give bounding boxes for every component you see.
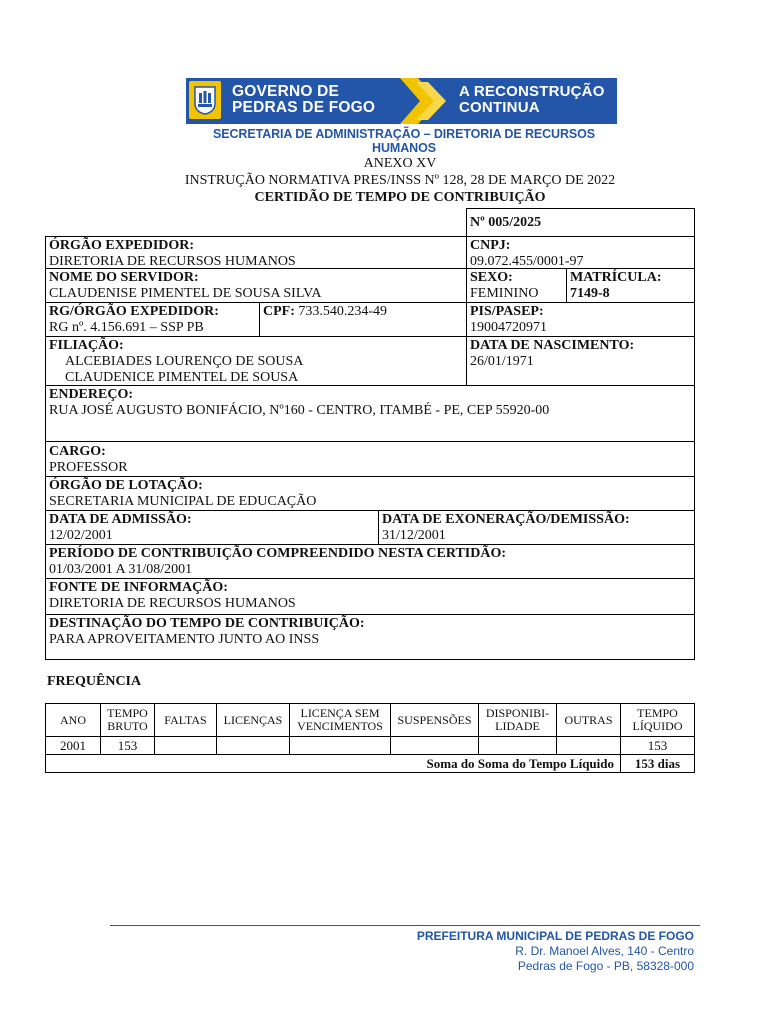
pis-value: 19004720971 [470,320,547,335]
cpf-cell [259,302,467,337]
endereco-cell [45,385,695,442]
pis-cell [466,302,695,337]
admissao-label: DATA DE ADMISSÃO: [49,512,192,527]
row-ano: 2001 [45,736,101,755]
header-faltas: FALTAS [154,703,217,737]
row-disponibilidade [478,736,557,755]
cnpj-label: CNPJ: [470,238,511,253]
cnpj-cell [466,236,695,269]
nascimento-value: 26/01/1971 [470,354,534,369]
destinacao-value: PARA APROVEITAMENTO JUNTO AO INSS [49,632,320,647]
exoneracao-cell [378,510,695,545]
endereco-label: ENDEREÇO: [49,387,134,402]
rg-label: RG/ÓRGÃO EXPEDIDOR: [49,304,219,319]
header-suspensoes: SUSPENSÕES [390,703,479,737]
numero-cell [466,208,695,237]
row-outras [556,736,621,755]
admissao-value: 12/02/2001 [49,528,113,543]
slogan-line1: A RECONSTRUÇÃO [459,83,605,100]
cargo-value: PROFESSOR [49,460,128,475]
lotacao-value: SECRETARIA MUNICIPAL DE EDUCAÇÃO [49,494,317,509]
sexo-cell [466,268,567,303]
header-licenca-sem-vencimentos: LICENÇA SEM VENCIMENTOS [289,703,391,737]
lotacao-label: ÓRGÃO DE LOTAÇÃO: [49,478,203,493]
document-title: CERTIDÃO DE TEMPO DE CONTRIBUIÇÃO [254,190,546,205]
header-tempo-liquido: TEMPO LÍQUIDO [620,703,695,737]
nome-label: NOME DO SERVIDOR: [49,270,199,285]
row-suspensoes [390,736,479,755]
header-outras: OUTRAS [556,703,621,737]
chevron-arrows-icon [394,78,454,124]
anexo-heading: ANEXO XV [363,156,437,171]
matricula-value: 7149-8 [570,286,610,301]
fonte-value: DIRETORIA DE RECURSOS HUMANOS [49,596,296,611]
pai-value: ALCEBIADES LOURENÇO DE SOUSA [65,354,304,369]
pis-label: PIS/PASEP: [470,304,544,319]
row-tempo-bruto: 153 [100,736,155,755]
secretaria-title: SECRETARIA DE ADMINISTRAÇÃO – DIRETORIA DE RECURSOS HUMANOS [213,127,595,155]
destinacao-label: DESTINAÇÃO DO TEMPO DE CONTRIBUIÇÃO: [49,616,365,631]
footer-city: Pedras de Fogo - PB, 58328-000 [517,959,694,973]
nome-cell [45,268,467,303]
slogan-line2: CONTINUA [459,99,540,116]
government-name [232,84,382,116]
header-disponibilidade: DISPONIBI-LIDADE [478,703,557,737]
cnpj-value: 09.072.455/0001-97 [470,254,584,269]
exoneracao-label: DATA DE EXONERAÇÃO/DEMISSÃO: [382,512,630,527]
coat-of-arms-icon [189,81,221,119]
slogan [459,84,617,116]
periodo-label: PERÍODO DE CONTRIBUIÇÃO COMPREENDIDO NESTA CERTIDÃO: [49,546,507,561]
footer-address: R. Dr. Manoel Alves, 140 - Centro [515,944,694,958]
periodo-value: 01/03/2001 A 31/08/2001 [49,562,193,577]
row-licenca-sem-vencimentos [289,736,391,755]
header-licencas: LICENÇAS [216,703,290,737]
cpf-label: CPF: [263,304,295,319]
gov-line2: PEDRAS DE FOGO [232,99,376,116]
admissao-cell [45,510,379,545]
gov-line1: GOVERNO DE [232,83,340,100]
periodo-cell [45,544,695,579]
row-licencas [216,736,290,755]
header-ano: ANO [45,703,101,737]
sexo-label: SEXO: [470,270,513,285]
rg-value: RG nº. 4.156.691 – SSP PB [49,320,204,335]
footer-prefeitura: PREFEITURA MUNICIPAL DE PEDRAS DE FOGO [416,929,694,943]
destinacao-cell [45,614,695,660]
sexo-value: FEMININO [470,286,539,301]
numero-value: Nº 005/2025 [470,215,542,230]
nome-value: CLAUDENISE PIMENTEL DE SOUSA SILVA [49,286,322,301]
cpf-value: 733.540.234-49 [298,304,388,319]
matricula-cell [566,268,695,303]
row-tempo-liquido: 153 [620,736,695,755]
filiacao-label: FILIAÇÃO: [49,338,124,353]
mae-value: CLAUDENICE PIMENTEL DE SOUSA [65,370,299,385]
endereco-value: RUA JOSÉ AUGUSTO BONIFÁCIO, Nº160 - CENTRO, ITAMBÉ - PE, CEP 55920-00 [49,403,550,418]
orgao-expedidor-cell [45,236,467,269]
certidao-form [45,208,695,660]
header-tempo-bruto: TEMPO BRUTO [100,703,155,737]
frequencia-table [45,703,695,773]
orgao-expedidor-value: DIRETORIA DE RECURSOS HUMANOS [49,254,296,269]
matricula-label: MATRÍCULA: [570,270,662,285]
fonte-label: FONTE DE INFORMAÇÃO: [49,580,228,595]
rg-cell [45,302,260,337]
fonte-cell [45,578,695,615]
frequencia-title: FREQUÊNCIA [47,674,142,689]
nascimento-label: DATA DE NASCIMENTO: [470,338,635,353]
exoneracao-value: 31/12/2001 [382,528,446,543]
nascimento-cell [466,336,695,386]
orgao-expedidor-label: ÓRGÃO EXPEDIDOR: [49,238,195,253]
soma-label: Soma do Soma do Tempo Líquido [45,754,621,773]
filiacao-cell [45,336,467,386]
cargo-label: CARGO: [49,444,106,459]
row-faltas [154,736,217,755]
instrucao-heading: INSTRUÇÃO NORMATIVA PRES/INSS Nº 128, 28 DE MARÇO DE 2022 [184,173,616,188]
footer-divider [110,925,700,926]
government-banner [186,78,617,124]
lotacao-cell [45,476,695,511]
cargo-cell [45,441,695,477]
soma-total: 153 dias [620,754,695,773]
